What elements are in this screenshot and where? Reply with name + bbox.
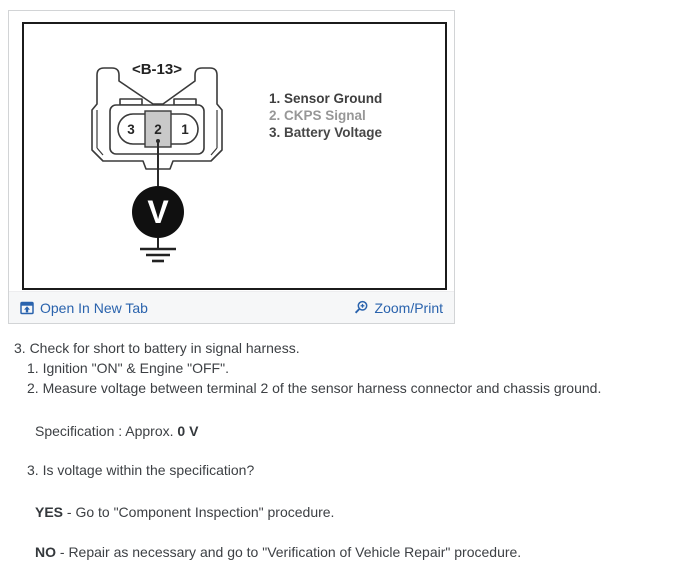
voltmeter-label: V: [147, 194, 169, 230]
question-line: 3. Is voltage within the specification?: [27, 462, 255, 478]
legend-line-3: 3. Battery Voltage: [269, 125, 383, 140]
image-toolbar: [9, 291, 454, 323]
legend-line-1: 1. Sensor Ground: [269, 91, 383, 106]
specification-value: 0 V: [177, 423, 199, 439]
pin-label-2: 2: [154, 122, 162, 137]
answer-yes: [35, 502, 676, 522]
voltmeter-symbol: [132, 186, 184, 238]
zoom-print-label: Zoom/Print: [374, 299, 443, 316]
answer-no-label: NO: [35, 544, 56, 560]
image-panel: [8, 10, 455, 324]
open-in-new-tab-icon: [20, 301, 34, 315]
open-in-new-tab-link[interactable]: [20, 300, 148, 316]
pin-label-3: 3: [127, 122, 135, 137]
connector-title: <B-13>: [131, 61, 183, 78]
legend-line-2: 2. CKPS Signal: [269, 108, 366, 123]
connector-diagram-svg: [24, 24, 445, 288]
answer-yes-text: - Go to "Component Inspection" procedure.: [63, 504, 335, 520]
zoom-print-link[interactable]: [353, 300, 443, 316]
substep-2: 2. Measure voltage between terminal 2 of the sensor harness connector and chassis ground.: [27, 380, 602, 396]
answer-yes-label: YES: [35, 504, 64, 520]
step-heading: 3. Check for short to battery in signal harness.: [14, 340, 300, 356]
specification-line: [35, 421, 676, 441]
substep-1: 1. Ignition "ON" & Engine "OFF".: [27, 360, 229, 376]
ground-symbol: [140, 238, 176, 261]
answer-no: [35, 542, 676, 562]
specification-label: Specification : Approx.: [35, 423, 178, 439]
procedure-content: [0, 324, 676, 562]
open-in-new-tab-label: Open In New Tab: [40, 299, 148, 316]
pin-label-1: 1: [181, 122, 189, 137]
answer-no-text: - Repair as necessary and go to "Verification of Vehicle Repair" procedure.: [56, 544, 522, 560]
connector-diagram-image: [22, 22, 447, 290]
zoom-in-icon: [353, 300, 369, 316]
pin-legend: [269, 91, 383, 140]
